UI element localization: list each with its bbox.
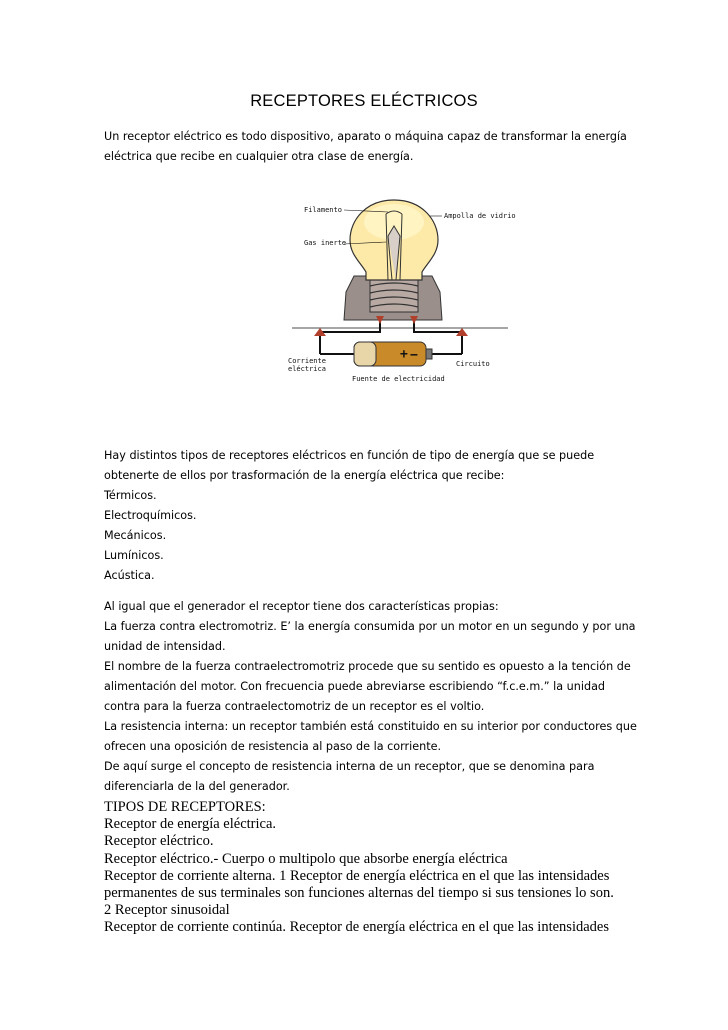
label-circuito: Circuito [456, 360, 490, 368]
characteristics-line: contra para la fuerza contraelectomotriz de un receptor es el voltio. [104, 700, 485, 713]
tipos-line: Receptor eléctrico. [104, 833, 214, 850]
types-intro-line: Hay distintos tipos de receptores eléctricos en función de tipo de energía que se puede [104, 449, 595, 462]
battery-plus: + [400, 347, 408, 362]
battery-minus: − [410, 348, 418, 363]
screw-threads [370, 280, 418, 312]
label-electrica: eléctrica [288, 365, 326, 373]
tipos-line: Receptor de corriente alterna. 1 Receptor de energía eléctrica en el que las intensidades [104, 867, 610, 884]
characteristics-line: alimentación del motor. Con frecuencia puede abreviarse escribiendo “f.c.e.m.” la unidad [104, 680, 606, 693]
tipos-line: Receptor eléctrico.- Cuerpo o multipolo que absorbe energía eléctrica [104, 850, 508, 867]
characteristics-line: diferenciarla de la del generador. [104, 780, 290, 793]
types-paragraph [104, 446, 634, 586]
battery [354, 342, 432, 366]
characteristics-line: La fuerza contra electromotriz. E’ la energía consumida por un motor en un segundo y por una [104, 620, 636, 633]
type-item: Mecánicos. [104, 529, 167, 542]
characteristics-line: ofrecen una oposición de resistencia al paso de la corriente. [104, 740, 442, 753]
intro-paragraph [104, 127, 634, 167]
intro-line: eléctrica que recibe en cualquier otra clase de energía. [104, 150, 414, 163]
type-item: Acústica. [104, 569, 155, 582]
bulb-diagram [282, 196, 518, 388]
light-bulb-circuit-figure [282, 196, 518, 388]
label-gas-inerte: Gas inerte [304, 239, 347, 247]
tipos-line: 2 Receptor sinusoidal [104, 902, 230, 919]
characteristics-line: La resistencia interna: un receptor también está constituido en su interior por conductores que [104, 720, 637, 733]
label-ampolla: Ampolla de vidrio [444, 212, 516, 220]
tipos-line: permanentes de sus terminales son funciones alternas del tiempo si sus tensiones lo son. [104, 884, 614, 901]
tipos-heading: TIPOS DE RECEPTORES: [104, 799, 266, 815]
label-corriente: Corriente [288, 357, 326, 365]
type-item: Electroquímicos. [104, 509, 197, 522]
tipos-line: Receptor de energía eléctrica. [104, 816, 277, 833]
type-item: Térmicos. [104, 489, 157, 502]
tipos-section [104, 799, 644, 937]
characteristics-line: Al igual que el generador el receptor tiene dos características propias: [104, 600, 499, 613]
characteristics-line: unidad de intensidad. [104, 640, 226, 653]
characteristics-line: De aquí surge el concepto de resistencia interna de un receptor, que se denomina para [104, 760, 595, 773]
label-filamento: Filamento [304, 206, 342, 214]
types-intro-line: obtenerte de ellos por trasformación de la energía eléctrica que recibe: [104, 469, 505, 482]
tipos-line: Receptor de corriente continúa. Receptor de energía eléctrica en el que las intensidades [104, 919, 609, 936]
characteristics-paragraph [104, 597, 637, 797]
page-title: RECEPTORES ELÉCTRICOS [250, 92, 478, 110]
characteristics-line: El nombre de la fuerza contraelectromotriz procede que su sentido es opuesto a la tención de [104, 660, 631, 673]
intro-line: Un receptor eléctrico es todo dispositivo, aparato o máquina capaz de transformar la energía [104, 130, 627, 143]
label-fuente: Fuente de electricidad [352, 375, 445, 383]
type-item: Lumínicos. [104, 549, 164, 562]
